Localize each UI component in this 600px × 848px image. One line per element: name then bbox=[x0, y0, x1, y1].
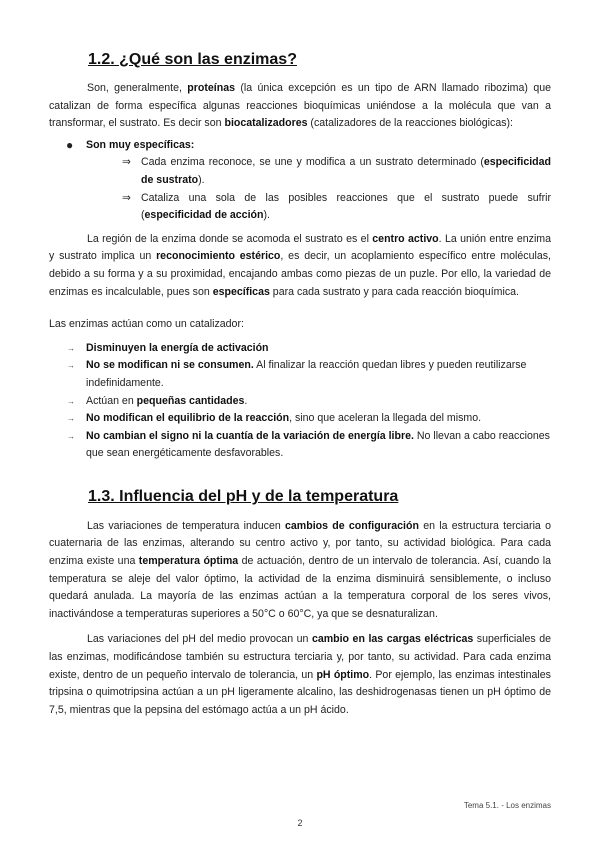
list-item bbox=[66, 137, 551, 225]
bullet-dot-icon: ● bbox=[66, 137, 74, 152]
term-proteinas: proteínas bbox=[187, 82, 235, 94]
document-body bbox=[49, 50, 551, 719]
specificity-list bbox=[49, 137, 551, 225]
paragraph-temperature: Las variaciones de temperatura inducen cambios de configuración en la estructura terciaria o cuaternaria de las enzimas, alterando su centro activo y, por tanto, su actividad biológica. Para cada enzima existe una temperatura óptima de actuación, dentro de un intervalo de tolerancia. Así, cuando la temperatura se aleje del valor óptimo, la actividad de la enzima disminuirá sensiblemente, o incluso quedará anulada. La mayoría de las enzimas actúan a la temperatura corporal de los seres vivos, inactivándose a temperaturas superiores a 50°C o 60°C, ya que se desnaturalizan. bbox=[49, 519, 551, 620]
list-item: ⇒ Cataliza una sola de las posibles reacciones que el sustrato puede sufrir (especificidad de acción). bbox=[122, 191, 551, 222]
paragraph-definition: Son, generalmente, proteínas (la única excepción es un tipo de ARN llamado ribozima) que catalizan de forma específica algunas reacciones bioquímicas uniéndose a la molécula que van a transformar, el sustrato. Es decir son biocatalizadores (catalizadores de la reacciones biológicas): bbox=[49, 82, 551, 130]
page-number: 2 bbox=[297, 818, 303, 828]
arrow-right-icon: → bbox=[67, 431, 75, 441]
implies-arrow-icon: ⇒ bbox=[122, 156, 131, 169]
paragraph-ph: Las variaciones del pH del medio provocan un cambio en las cargas eléctricas superficiales de las enzimas, modificándose también su estructura terciaria y, por tanto, su actividad. Para cada enzima existe, dentro de un pequeño intervalo de tolerancia, un pH óptimo. Por ejemplo, las enzimas intestinales tripsina o quimotripsina actúan a un pH ligeramente alcalino, las deshidrogenasas tienen un pH óptimo de 7,5, mientras que la pepsina del estómago actúa a un pH ácido. bbox=[49, 633, 552, 716]
list-item: → Disminuyen la energía de activación bbox=[67, 340, 551, 358]
paragraph-active-site: La región de la enzima donde se acomoda el sustrato es el centro activo. La unión entre enzima y sustrato implica un reconocimiento estérico, es decir, un acoplamiento específico entre moléculas, debido a su forma y a su proximidad, encajando ambas como piezas de un puzle. Por ello, la variedad de enzimas es incalculable, pues son específicas para cada sustrato y para cada reacción bioquímica. bbox=[49, 232, 552, 298]
list-item: → No se modifican ni se consumen. Al finalizar la reacción quedan libres y pueden reutilizarse indefinidamente. bbox=[67, 359, 527, 389]
arrow-right-icon: → bbox=[67, 414, 75, 424]
catalyst-properties-list bbox=[49, 340, 551, 463]
section-heading-ph-temperatura: 1.3. Influencia del pH y de la temperatura bbox=[88, 487, 399, 505]
list-item: ⇒ Cada enzima reconoce, se une y modifica a un sustrato determinado (especificidad de sustrato). bbox=[122, 156, 551, 186]
implies-arrow-icon: ⇒ bbox=[122, 191, 131, 204]
footer-topic: Tema 5.1. - Los enzimas bbox=[463, 801, 551, 810]
list-item: → Actúan en pequeñas cantidades. bbox=[67, 393, 551, 411]
paragraph-catalyst-intro: Las enzimas actúan como un catalizador: bbox=[49, 318, 244, 331]
arrow-right-icon: → bbox=[67, 343, 75, 353]
bullet-title: Son muy específicas: bbox=[86, 138, 195, 151]
arrow-right-icon: → bbox=[67, 361, 75, 371]
term-biocatalizadores: biocatalizadores bbox=[224, 117, 308, 130]
section-heading-enzimas: 1.2. ¿Qué son las enzimas? bbox=[88, 51, 297, 68]
list-item: → No cambian el signo ni la cuantía de la variación de energía libre. No llevan a cabo reacciones que sean energéticamente desfavorables. bbox=[67, 429, 550, 460]
arrow-right-icon: → bbox=[67, 396, 75, 406]
specificity-sublist bbox=[86, 154, 551, 224]
list-item: → No modifican el equilibrio de la reacción, sino que aceleran la llegada del mismo. bbox=[67, 410, 551, 428]
